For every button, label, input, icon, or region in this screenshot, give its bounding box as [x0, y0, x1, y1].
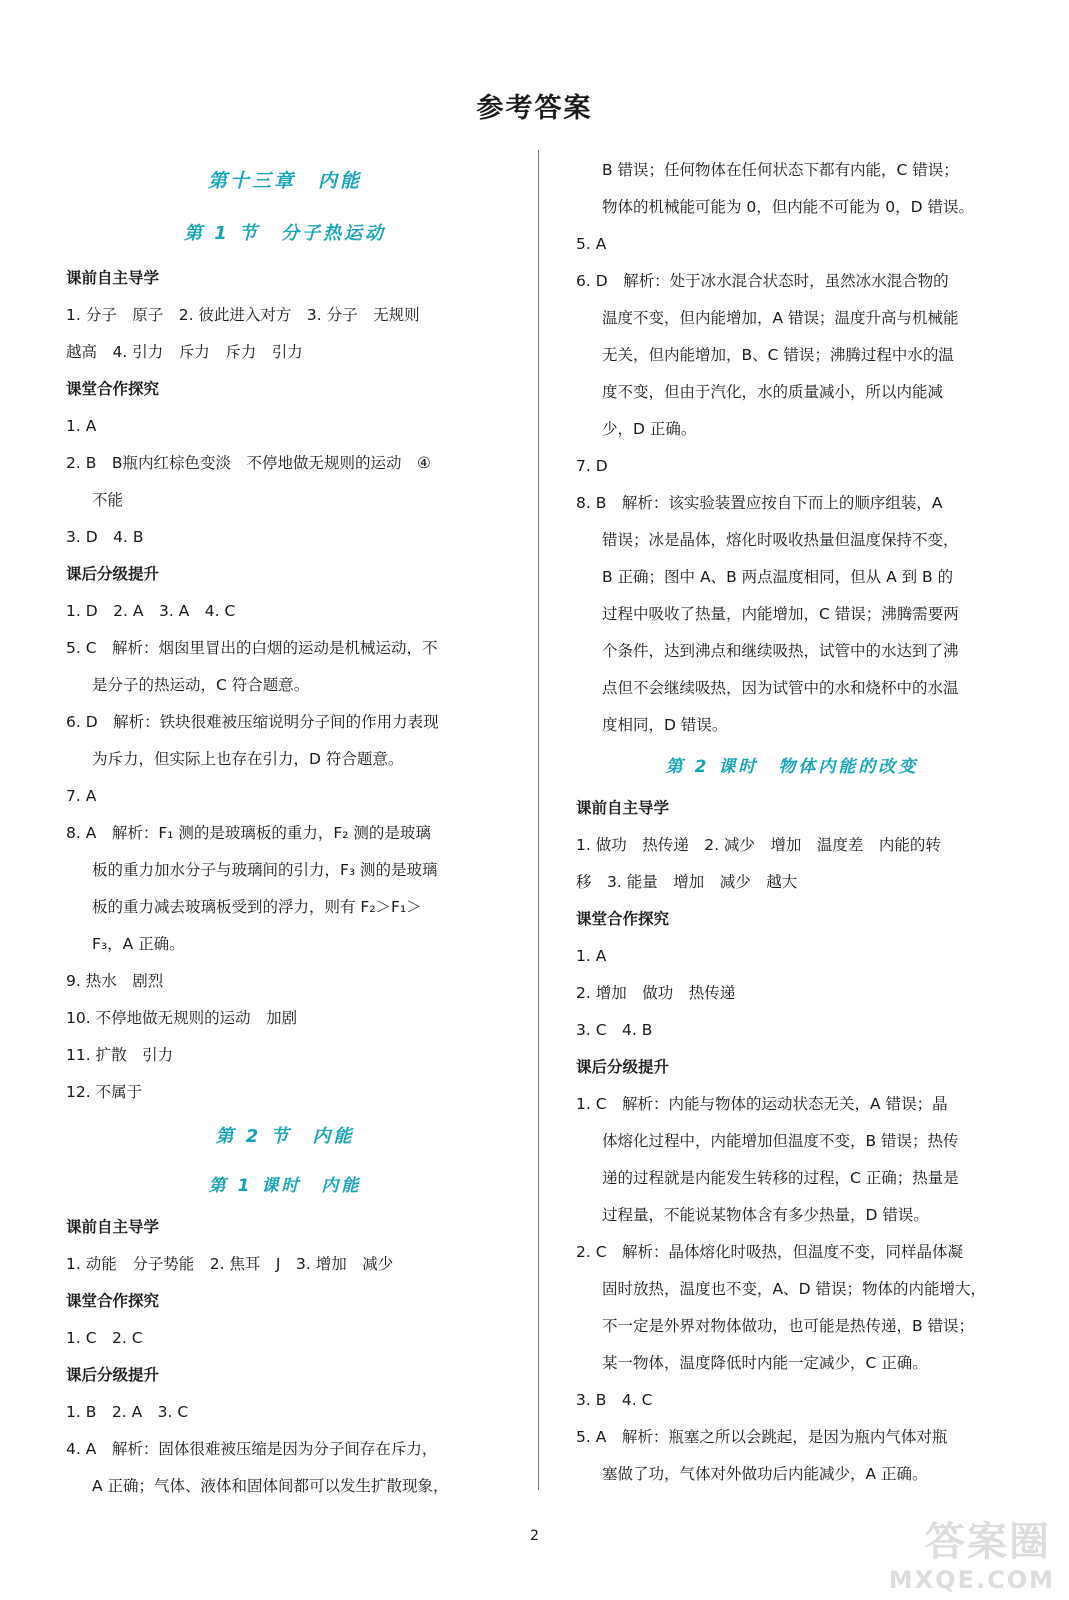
- answer-line: 6. D 解析：处于冰水混合状态时，虽然冰水混合物的: [576, 272, 949, 290]
- answer-line: 1. C 2. C: [66, 1329, 143, 1347]
- answer-line: 1. A: [66, 417, 97, 435]
- answer-line: 2. C 解析：晶体熔化时吸热，但温度不变，同样晶体凝: [576, 1243, 964, 1261]
- answer-line: 1. D 2. A 3. A 4. C: [66, 602, 236, 620]
- answer-line: 8. A 解析：F₁ 测的是玻璃板的重力，F₂ 测的是玻璃: [66, 824, 431, 842]
- answer-line-continued: 某一物体，温度降低时内能一定减少，C 正确。: [602, 1354, 928, 1372]
- answer-line: 3. D 4. B: [66, 528, 144, 546]
- answer-line-continued: 递的过程就是内能发生转移的过程，C 正确；热量是: [602, 1169, 959, 1187]
- answer-line-continued: 温度不变，但内能增加，A 错误；温度升高与机械能: [602, 309, 959, 327]
- answer-line: 7. D: [576, 457, 608, 475]
- answer-line: 8. B 解析：该实验装置应按自下而上的顺序组装，A: [576, 494, 943, 512]
- answer-line-continued: 物体的机械能可能为 0，但内能不可能为 0，D 错误。: [602, 198, 974, 216]
- answer-line: 1. 动能 分子势能 2. 焦耳 J 3. 增加 减少: [66, 1255, 394, 1273]
- page-number: 2: [530, 1528, 539, 1544]
- answer-line-continued: 塞做了功，气体对外做功后内能减少，A 正确。: [602, 1465, 928, 1483]
- answer-line: 1. 做功 热传递 2. 减少 增加 温度差 内能的转: [576, 836, 941, 854]
- answer-line: 1. A: [576, 947, 607, 965]
- answer-line-continued: 无关，但内能增加，B、C 错误；沸腾过程中水的温: [602, 346, 954, 364]
- lesson-heading: 第 1 课时 内能: [208, 1176, 362, 1196]
- page-title: 参考答案: [476, 93, 593, 124]
- answer-line: 5. A 解析：瓶塞之所以会跳起，是因为瓶内气体对瓶: [576, 1428, 948, 1446]
- answer-line-continued: 板的重力加水分子与玻璃间的引力，F₃ 测的是玻璃: [92, 861, 438, 879]
- answer-line: 5. C 解析：烟囱里冒出的白烟的运动是机械运动，不: [66, 639, 438, 657]
- answer-line-continued: 为斥力，但实际上也存在引力，D 符合题意。: [92, 750, 404, 768]
- subsection-heading: 课后分级提升: [576, 1058, 670, 1076]
- answer-line-continued: 板的重力减去玻璃板受到的浮力，则有 F₂＞F₁＞: [92, 898, 422, 916]
- answer-line-continued: 过程量，不能说某物体含有多少热量，D 错误。: [602, 1206, 929, 1224]
- answer-line-continued: B 正确；图中 A、B 两点温度相同，但从 A 到 B 的: [602, 568, 954, 586]
- column-divider: [538, 150, 539, 1490]
- answer-line: 11. 扩散 引力: [66, 1046, 174, 1064]
- answer-line-continued: 度相同，D 错误。: [602, 716, 728, 734]
- answer-line: 1. B 2. A 3. C: [66, 1403, 189, 1421]
- answer-line-continued: 是分子的热运动，C 符合题意。: [92, 676, 310, 694]
- subsection-heading: 课前自主导学: [576, 799, 670, 817]
- subsection-heading: 课前自主导学: [66, 1218, 160, 1236]
- watermark-logo: [881, 1510, 1061, 1594]
- answer-line: 10. 不停地做无规则的运动 加剧: [66, 1009, 298, 1027]
- answer-line: 2. 增加 做功 热传递: [576, 984, 736, 1002]
- subsection-heading: 课后分级提升: [66, 1366, 160, 1384]
- answer-line-continued: 度不变，但由于汽化，水的质量减小，所以内能减: [602, 383, 944, 401]
- answer-line: 移 3. 能量 增加 减少 越大: [576, 873, 798, 891]
- section-heading: 第 2 节 内能: [215, 1126, 355, 1147]
- answer-line-continued: 体熔化过程中，内能增加但温度不变，B 错误；热传: [602, 1132, 959, 1150]
- answer-line-continued: 个条件，达到沸点和继续吸热，试管中的水达到了沸: [602, 642, 959, 660]
- answer-line: 1. 分子 原子 2. 彼此进入对方 3. 分子 无规则: [66, 306, 420, 324]
- answer-line-continued: 过程中吸收了热量，内能增加，C 错误；沸腾需要两: [602, 605, 959, 623]
- answer-line: 7. A: [66, 787, 97, 805]
- left-column: [66, 152, 504, 1505]
- subsection-heading: 课堂合作探究: [66, 1292, 160, 1310]
- answer-line-continued: 点但不会继续吸热，因为试管中的水和烧杯中的水温: [602, 679, 959, 697]
- answer-line-continued: B 错误；任何物体在任何状态下都有内能，C 错误；: [602, 161, 959, 179]
- answer-line: 3. C 4. B: [576, 1021, 653, 1039]
- answer-line-continued: 不一定是外界对物体做功，也可能是热传递，B 错误；: [602, 1317, 975, 1335]
- answer-line: 2. B B瓶内红棕色变淡 不停地做无规则的运动 ④: [66, 454, 431, 472]
- answer-line: 12. 不属于: [66, 1083, 143, 1101]
- answer-line: 1. C 解析：内能与物体的运动状态无关，A 错误；晶: [576, 1095, 948, 1113]
- answer-line: 4. A 解析：固体很难被压缩是因为分子间存在斥力，: [66, 1440, 438, 1458]
- answer-line-continued: 不能: [92, 491, 124, 509]
- watermark-text: 答案圈: [925, 1519, 1051, 1565]
- answer-line-continued: 少，D 正确。: [602, 420, 697, 438]
- subsection-heading: 课后分级提升: [66, 565, 160, 583]
- subsection-heading: 课堂合作探究: [576, 910, 670, 928]
- answer-line: 越高 4. 引力 斥力 斥力 引力: [66, 343, 303, 361]
- section-heading: 第 1 节 分子热运动: [183, 223, 387, 244]
- answer-line: 3. B 4. C: [576, 1391, 653, 1409]
- watermark-url: MXQE.COM: [888, 1566, 1055, 1594]
- subsection-heading: 课堂合作探究: [66, 380, 160, 398]
- answer-line-continued: A 正确；气体、液体和固体间都可以发生扩散现象，: [92, 1477, 449, 1495]
- right-column: [576, 152, 1008, 1493]
- answer-line-continued: 固时放热，温度也不变，A、D 错误；物体的内能增大，: [602, 1280, 986, 1298]
- answer-line: 5. A: [576, 235, 607, 253]
- subsection-heading: 课前自主导学: [66, 269, 160, 287]
- answer-line: 9. 热水 剧烈: [66, 972, 164, 990]
- answer-line-continued: 错误；冰是晶体，熔化时吸收热量但温度保持不变，: [602, 531, 959, 549]
- answer-line-continued: F₃，A 正确。: [92, 935, 185, 953]
- lesson-heading: 第 2 课时 物体内能的改变: [665, 757, 919, 777]
- chapter-heading: 第十三章 内能: [207, 170, 362, 192]
- answer-line: 6. D 解析：铁块很难被压缩说明分子间的作用力表现: [66, 713, 439, 731]
